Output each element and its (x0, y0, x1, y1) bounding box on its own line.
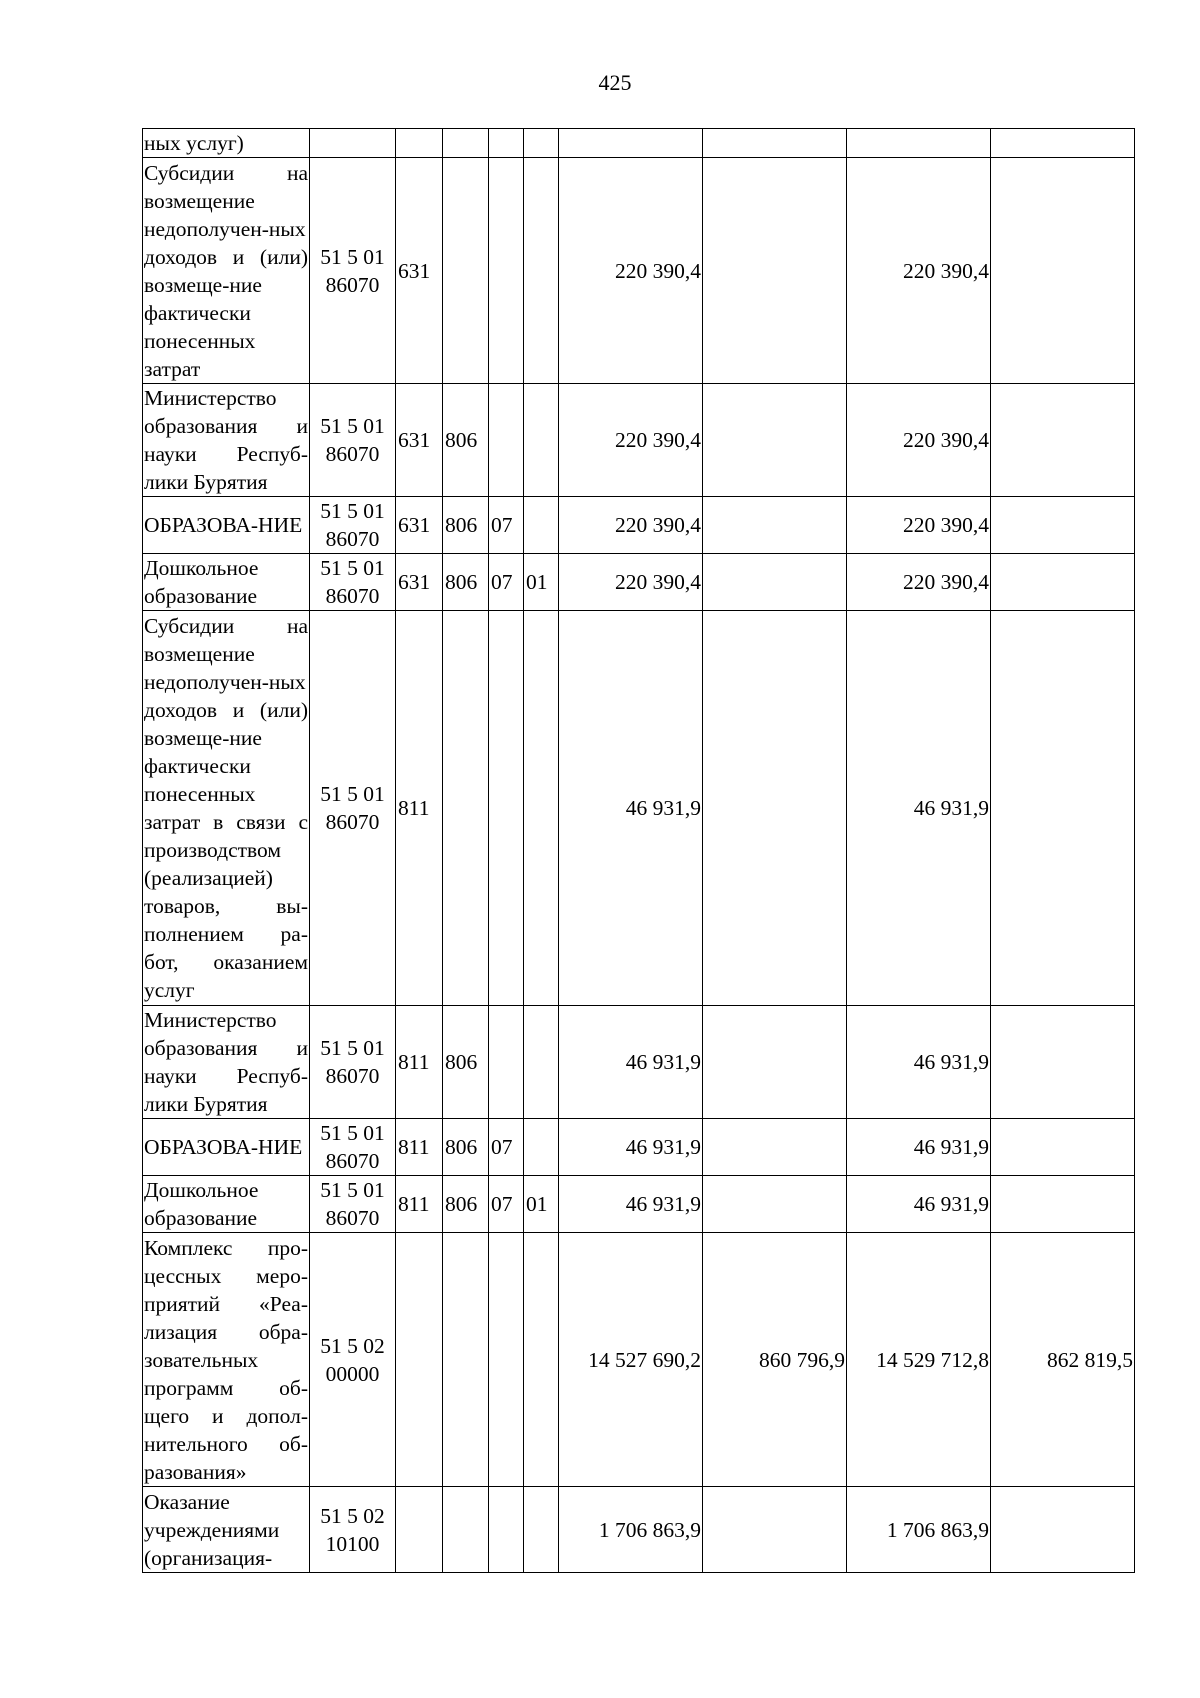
amount-v2 (703, 554, 847, 611)
target-code-part1: 51 5 01 (320, 556, 385, 580)
amount-v4 (991, 1006, 1135, 1119)
target-code-part2: 86070 (325, 1206, 380, 1230)
code-c3 (489, 1487, 524, 1573)
target-code-part1: 51 5 01 (320, 782, 385, 806)
code-c1: 811 (396, 1119, 443, 1176)
amount-v4: 862 819,5 (991, 1233, 1135, 1487)
amount-v4 (991, 554, 1135, 611)
target-code-part1: 51 5 01 (320, 1036, 385, 1060)
code-c1: 631 (396, 554, 443, 611)
amount-v3: 46 931,9 (847, 1119, 991, 1176)
row-name (143, 1119, 310, 1176)
amount-v4 (991, 129, 1135, 158)
target-code-part1: 51 5 02 (320, 1503, 385, 1528)
amount-v2 (703, 1176, 847, 1233)
target-code (310, 1487, 396, 1573)
code-c4 (524, 1487, 559, 1573)
amount-v1: 220 390,4 (559, 158, 703, 384)
code-c3: 07 (489, 1119, 524, 1176)
table-row (143, 611, 1135, 1006)
code-c1: 631 (396, 158, 443, 384)
table-row (143, 158, 1135, 384)
row-name-text: Оказание учреждениями (организация- (144, 1489, 280, 1570)
amount-v3: 46 931,9 (847, 1176, 991, 1233)
amount-v2 (703, 611, 847, 1006)
target-code-part2: 00000 (325, 1361, 380, 1386)
code-c2: 806 (443, 384, 489, 497)
table-row (143, 554, 1135, 611)
target-code (310, 384, 396, 497)
code-c4: 01 (524, 554, 559, 611)
amount-v4 (991, 384, 1135, 497)
amount-v1: 220 390,4 (559, 554, 703, 611)
amount-v2 (703, 1119, 847, 1176)
target-code (310, 611, 396, 1006)
target-code (310, 1233, 396, 1487)
amount-v3: 220 390,4 (847, 384, 991, 497)
target-code (310, 1006, 396, 1119)
code-c4 (524, 129, 559, 158)
target-code-part1: 51 5 02 (320, 1333, 385, 1358)
amount-v1: 46 931,9 (559, 1176, 703, 1233)
target-code-part2: 86070 (325, 527, 380, 551)
code-c2 (443, 129, 489, 158)
code-c4 (524, 384, 559, 497)
amount-v3: 220 390,4 (847, 554, 991, 611)
code-c4 (524, 611, 559, 1006)
amount-v1: 46 931,9 (559, 1006, 703, 1119)
amount-v3: 1 706 863,9 (847, 1487, 991, 1573)
amount-v1 (559, 129, 703, 158)
code-c3: 07 (489, 1176, 524, 1233)
amount-v3 (847, 129, 991, 158)
amount-v4 (991, 1487, 1135, 1573)
row-name (143, 611, 310, 1006)
row-name-text: Субсидии на возмещение недополучен-ных доходов и (или) возмеще-ние фактически понесенных затрат в связи с производством (реализацией) товаров, вы-полнением ра-бот, оказанием услуг (144, 614, 308, 1002)
table-row (143, 1119, 1135, 1176)
row-name (143, 554, 310, 611)
target-code-part2: 86070 (325, 1149, 380, 1173)
code-c3: 07 (489, 497, 524, 554)
target-code (310, 1119, 396, 1176)
code-c4 (524, 1233, 559, 1487)
amount-v2 (703, 129, 847, 158)
amount-v3: 46 931,9 (847, 1006, 991, 1119)
amount-v1: 46 931,9 (559, 611, 703, 1006)
row-name-text: Субсидии на возмещение недополучен-ных доходов и (или) возмеще-ние фактически понесенных затрат (144, 160, 308, 381)
amount-v4 (991, 497, 1135, 554)
amount-v2 (703, 1006, 847, 1119)
code-c4 (524, 1119, 559, 1176)
table-body (143, 129, 1135, 1573)
target-code (310, 158, 396, 384)
row-name (143, 1233, 310, 1487)
target-code (310, 1176, 396, 1233)
table-row (143, 1233, 1135, 1487)
code-c2 (443, 611, 489, 1006)
row-name-text: Дошкольное образование (144, 1178, 259, 1230)
code-c3 (489, 611, 524, 1006)
budget-table (142, 128, 1135, 1573)
row-name-text: Министерство образования и науки Респуб-лики Бурятия (144, 1008, 308, 1116)
table-row (143, 1176, 1135, 1233)
code-c2: 806 (443, 1176, 489, 1233)
row-name-text: ОБРАЗОВА-НИЕ (144, 1135, 303, 1159)
target-code (310, 554, 396, 611)
target-code (310, 129, 396, 158)
amount-v2: 860 796,9 (703, 1233, 847, 1487)
code-c1 (396, 1487, 443, 1573)
code-c4: 01 (524, 1176, 559, 1233)
row-name (143, 384, 310, 497)
row-name (143, 129, 310, 158)
code-c1 (396, 1233, 443, 1487)
row-name-text: ОБРАЗОВА-НИЕ (144, 513, 303, 537)
table-row (143, 384, 1135, 497)
amount-v4 (991, 158, 1135, 384)
code-c1: 631 (396, 384, 443, 497)
code-c4 (524, 158, 559, 384)
code-c4 (524, 497, 559, 554)
table-row (143, 1006, 1135, 1119)
target-code-part1: 51 5 01 (320, 1178, 385, 1202)
code-c3 (489, 1233, 524, 1487)
row-name (143, 1176, 310, 1233)
row-name (143, 158, 310, 384)
amount-v3: 220 390,4 (847, 158, 991, 384)
row-name (143, 1487, 310, 1573)
target-code-part1: 51 5 01 (320, 244, 385, 269)
code-c3 (489, 384, 524, 497)
code-c1: 631 (396, 497, 443, 554)
code-c2 (443, 158, 489, 384)
target-code-part2: 86070 (325, 442, 380, 466)
amount-v4 (991, 611, 1135, 1006)
target-code-part2: 86070 (325, 584, 380, 608)
code-c3 (489, 158, 524, 384)
amount-v1: 46 931,9 (559, 1119, 703, 1176)
page-number: 425 (598, 70, 632, 95)
target-code-part2: 10100 (325, 1531, 380, 1556)
row-name-text: Дошкольное образование (144, 556, 259, 608)
amount-v4 (991, 1119, 1135, 1176)
code-c2: 806 (443, 1119, 489, 1176)
code-c2: 806 (443, 1006, 489, 1119)
code-c4 (524, 1006, 559, 1119)
code-c3 (489, 129, 524, 158)
amount-v2 (703, 384, 847, 497)
code-c2: 806 (443, 497, 489, 554)
code-c1: 811 (396, 611, 443, 1006)
target-code-part1: 51 5 01 (320, 1121, 385, 1145)
amount-v3: 220 390,4 (847, 497, 991, 554)
amount-v2 (703, 497, 847, 554)
amount-v1: 1 706 863,9 (559, 1487, 703, 1573)
target-code (310, 497, 396, 554)
row-name-text: Комплекс про-цессных меро-приятий «Реа-лизация обра-зовательных программ об-щего и допол-нительного об-разования» (144, 1235, 308, 1484)
target-code-part2: 86070 (325, 810, 380, 834)
row-name (143, 1006, 310, 1119)
amount-v3: 46 931,9 (847, 611, 991, 1006)
code-c2 (443, 1233, 489, 1487)
target-code-part2: 86070 (325, 272, 380, 297)
code-c3: 07 (489, 554, 524, 611)
code-c3 (489, 1006, 524, 1119)
code-c2 (443, 1487, 489, 1573)
amount-v1: 14 527 690,2 (559, 1233, 703, 1487)
target-code-part2: 86070 (325, 1064, 380, 1088)
amount-v4 (991, 1176, 1135, 1233)
target-code-part1: 51 5 01 (320, 414, 385, 438)
target-code-part1: 51 5 01 (320, 499, 385, 523)
table-row (143, 497, 1135, 554)
code-c2: 806 (443, 554, 489, 611)
code-c1: 811 (396, 1006, 443, 1119)
code-c1: 811 (396, 1176, 443, 1233)
amount-v2 (703, 158, 847, 384)
table-row (143, 1487, 1135, 1573)
amount-v3: 14 529 712,8 (847, 1233, 991, 1487)
amount-v1: 220 390,4 (559, 384, 703, 497)
table-row (143, 129, 1135, 158)
code-c1 (396, 129, 443, 158)
row-name-text: Министерство образования и науки Респуб-лики Бурятия (144, 386, 308, 494)
row-name (143, 497, 310, 554)
amount-v1: 220 390,4 (559, 497, 703, 554)
row-name-text: ных услуг) (144, 131, 244, 155)
amount-v2 (703, 1487, 847, 1573)
